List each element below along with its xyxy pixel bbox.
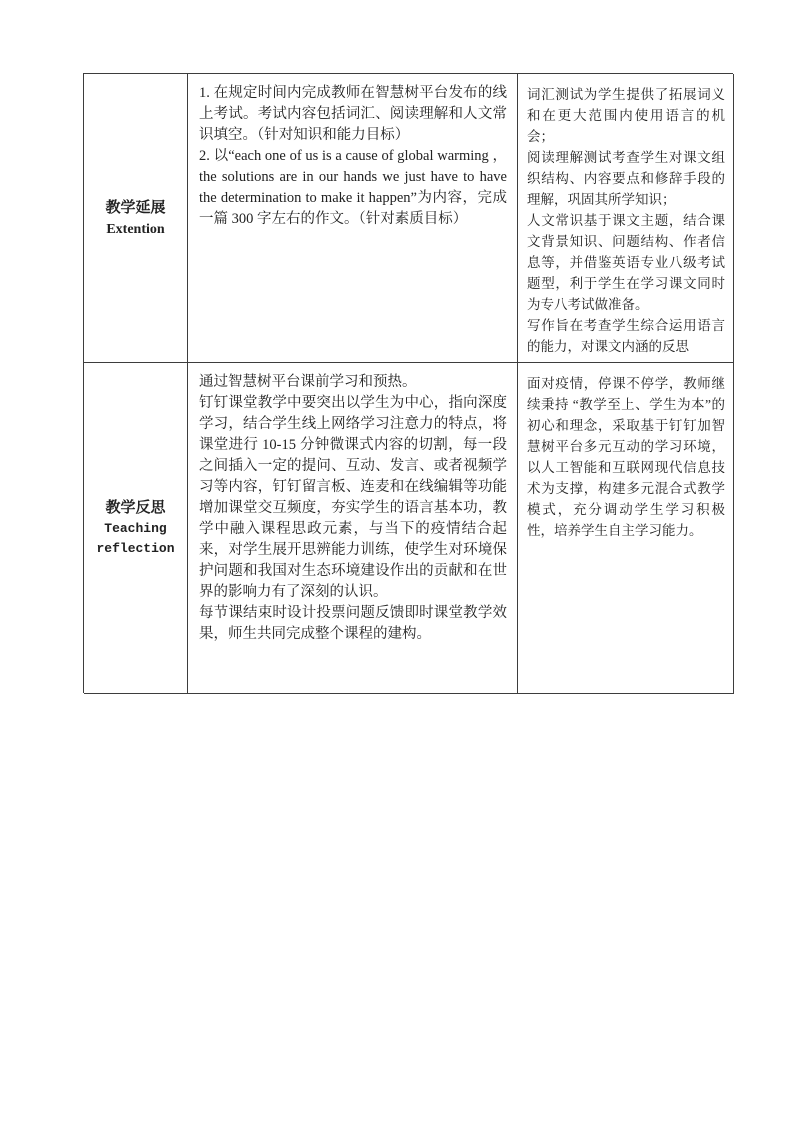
note-paragraph: 词汇测试为学生提供了拓展词义和在更大范围内使用语言的机会； bbox=[527, 87, 725, 144]
row-title-en: Teaching reflection bbox=[96, 521, 175, 556]
activity-paragraph: 2. 以“each one of us is a cause of global warming ， the solutions are in our hands we just have to have the determination to make it happen”为内容，完成一篇 300 字左右的作文。（针对素质目标） bbox=[199, 148, 507, 227]
note-paragraph: 面对疫情，停课不停学，教师继续秉持 “教学至上、学生为本”的初心和理念，采取基于钉钉加智慧树平台多元互动的学习环境，以人工智能和互联网现代信息技术为支撑，构建多元混合式教学模式，充分调动学生学习积极性，培养学生自主学习能力。 bbox=[527, 376, 725, 538]
note-paragraph: 阅读理解测试考查学生对课文组织结构、内容要点和修辞手段的理解，巩固其所学知识； bbox=[527, 150, 725, 207]
activity-paragraph: 钉钉课堂教学中要突出以学生为中心，指向深度学习，结合学生线上网络学习注意力的特点，将课堂进行 10-15 分钟微课式内容的切割，每一段之间插入一定的提问、互动、发言、或者视频学习等内容，钉钉留言板、连麦和在线编辑等功能增加课堂交互频度，夯实学生的语言基本功，教学中融入课程思政元素，与当下的疫情结合起来，对学生展开思辨能力训练，使学生对环境保护问题和我国对生态环境建设作出的贡献和在世界的影响力有了深刻的认识。 bbox=[199, 395, 507, 600]
row-title-en: Extention bbox=[106, 221, 165, 237]
row-header-reflection bbox=[84, 363, 188, 694]
note-paragraph: 人文常识基于课文主题，结合课文背景知识、问题结构、作者信息等，并借鉴英语专业八级考试题型，利于学生在学习课文同时为专八考试做准备。 bbox=[527, 213, 725, 312]
row-title-zh: 教学延展 bbox=[105, 199, 166, 216]
activity-paragraph: 每节课结束时设计投票问题反馈即时课堂教学效果，师生共同完成整个课程的建构。 bbox=[199, 605, 507, 642]
activity-paragraph: 1. 在规定时间内完成教师在智慧树平台发布的线上考试。考试内容包括词汇、阅读理解和人文常识填空。（针对知识和能力目标） bbox=[199, 85, 507, 143]
extension-rationale-cell bbox=[518, 74, 734, 363]
lesson-plan-table bbox=[83, 73, 733, 693]
activity-paragraph: 通过智慧树平台课前学习和预热。 bbox=[199, 374, 417, 390]
reflection-activities-cell bbox=[188, 363, 518, 694]
reflection-rationale-cell bbox=[518, 363, 734, 694]
row-title-zh: 教学反思 bbox=[105, 500, 166, 516]
extension-activities-cell bbox=[188, 74, 518, 363]
row-header-extension bbox=[84, 74, 188, 363]
note-paragraph: 写作旨在考查学生综合运用语言的能力，对课文内涵的反思 bbox=[527, 318, 725, 354]
